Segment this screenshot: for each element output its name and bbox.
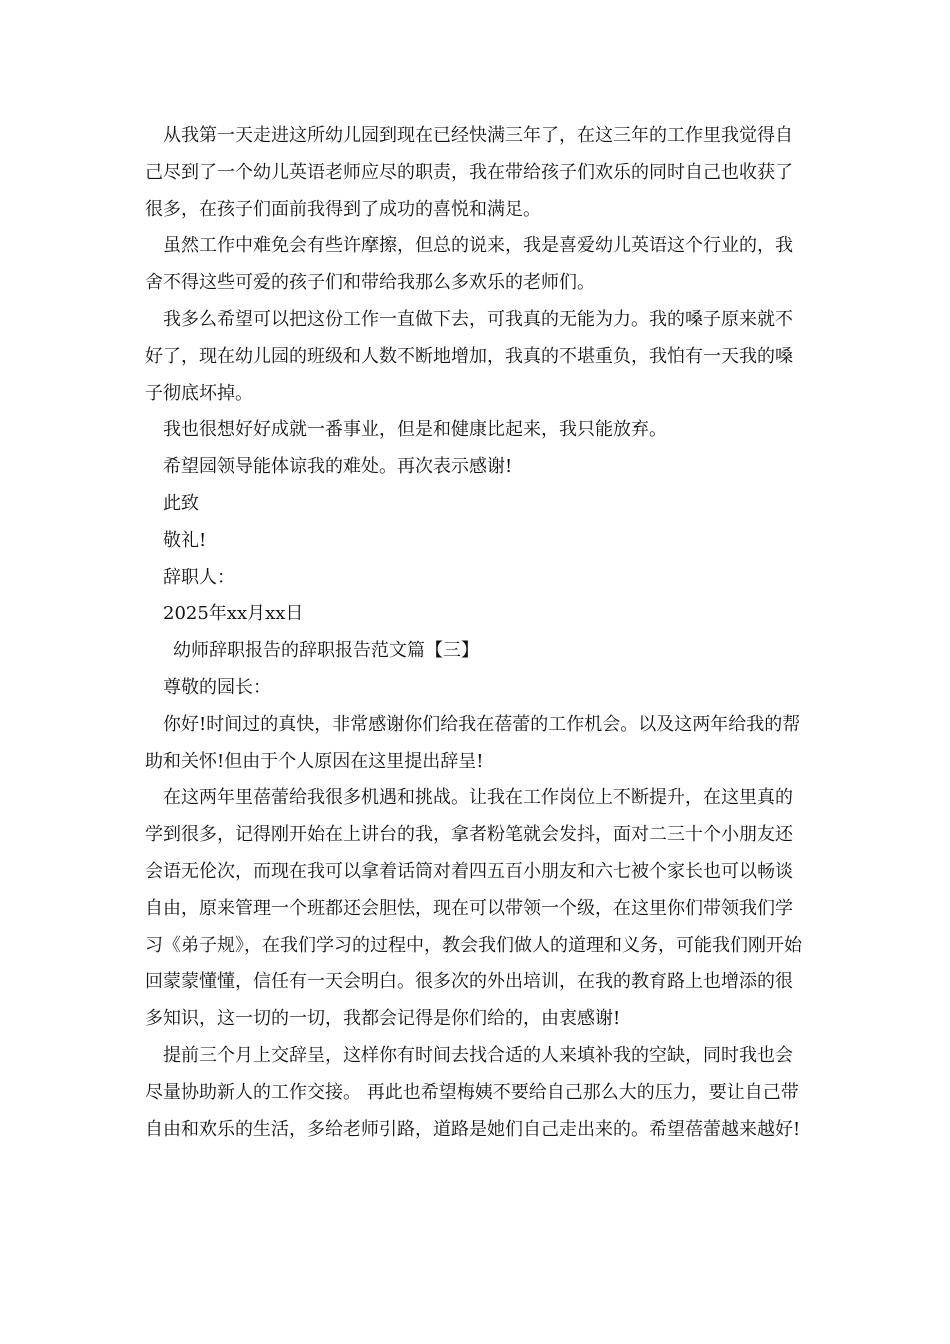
paragraph: 在这两年里蓓蕾给我很多机遇和挑战。让我在工作岗位上不断提升，在这里真的学到很多，记得刚开始在上讲台的我，拿者粉笔就会发抖，面对二三十个小朋友还会语无伦次，而现在我可以拿着话筒对着四五百小朋友和六七被个家长也可以畅谈自由，原来管理一个班都还会胆怯，现在可以带领一个级，在这里你们带领我们学习《弟子规》，在我们学习的过程中，教会我们做人的道理和义务，可能我们刚开始回蒙蒙懂懂，信任有一天会明白。很多次的外出培训，在我的教育路上也增添的很多知识，这一切的一切，我都会记得是你们给的，由衷感谢!	[145, 787, 802, 1030]
greeting-line: 尊敬的园长：	[163, 676, 271, 698]
document-body	[145, 118, 810, 1148]
closing-line: 此致	[163, 492, 199, 514]
paragraph: 我多么希望可以把这份工作一直做下去，可我真的无能为力。我的嗓子原来就不好了，现在幼儿园的班级和人数不断地增加，我真的不堪重负，我怕有一天我的嗓子彻底坏掉。	[145, 308, 793, 404]
date-line: 2025年xx月xx日	[163, 603, 304, 625]
paragraph: 从我第一天走进这所幼儿园到现在已经快满三年了，在这三年的工作里我觉得自己尽到了一个幼儿英语老师应尽的职责，我在带给孩子们欢乐的同时自己也收获了很多，在孩子们面前我得到了成功的喜悦和满足。	[145, 125, 793, 220]
paragraph: 提前三个月上交辞呈，这样你有时间去找合适的人来填补我的空缺，同时我也会尽量协助新人的工作交接。 再此也希望梅姨不要给自己那么大的压力，要让自己带自由和欢乐的生活，多给老师引路，道路是她们自己走出来的。希望蓓蕾越来越好!	[145, 1044, 801, 1140]
paragraph: 我也很想好好成就一番事业，但是和健康比起来，我只能放弃。	[163, 419, 667, 441]
paragraph: 希望园领导能体谅我的难处。再次表示感谢!	[163, 456, 513, 478]
paragraph: 你好!时间过的真快，非常感谢你们给我在蓓蕾的工作机会。以及这两年给我的帮助和关怀!但由于个人原因在这里提出辞呈!	[145, 713, 801, 772]
salute-line: 敬礼!	[163, 529, 207, 551]
signer-label: 辞职人：	[163, 566, 235, 588]
section-title: 幼师辞职报告的辞职报告范文篇【三】	[173, 640, 479, 662]
paragraph: 虽然工作中难免会有些许摩擦，但总的说来，我是喜爱幼儿英语这个行业的，我舍不得这些可爱的孩子们和带给我那么多欢乐的老师们。	[145, 235, 793, 294]
